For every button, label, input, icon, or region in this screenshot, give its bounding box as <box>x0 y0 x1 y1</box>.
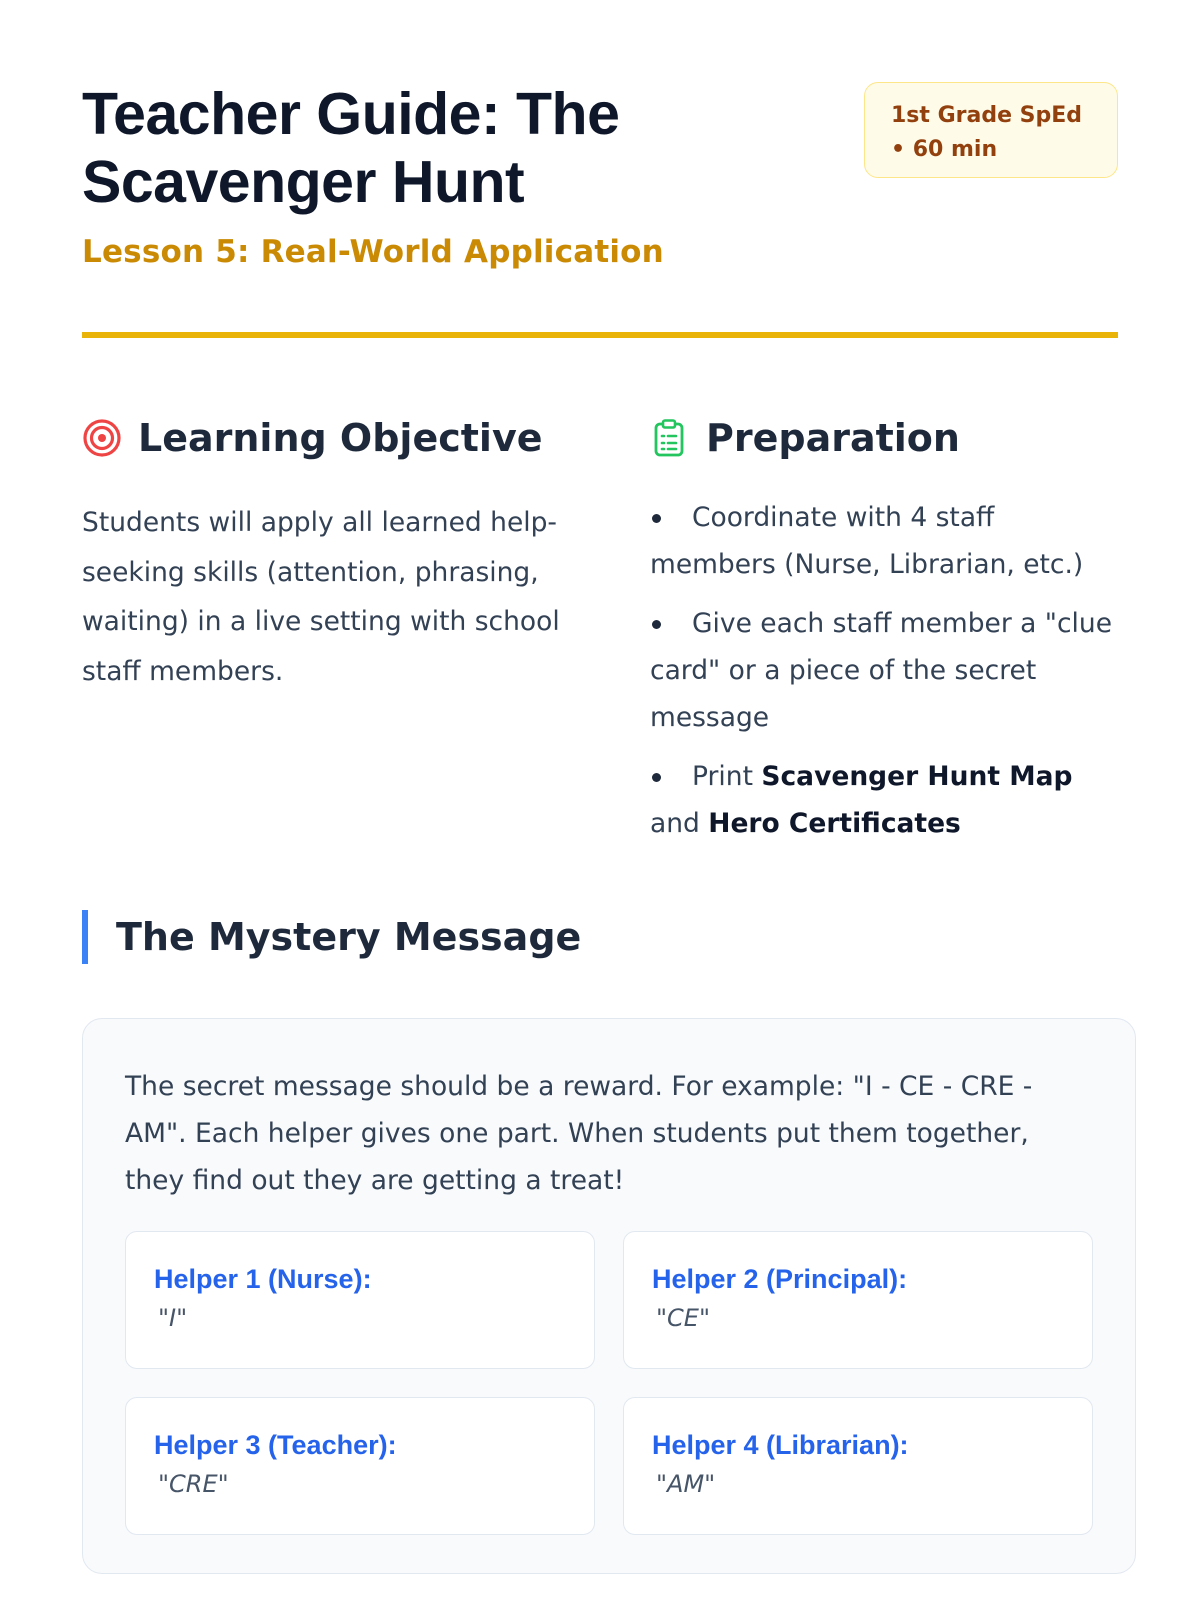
preparation-item-text: Give each staff member a "clue card" or a piece of the secret message <box>650 608 1113 733</box>
mystery-message-heading-row <box>82 910 581 964</box>
mystery-message-box <box>82 1018 1136 1574</box>
helper-message-part: "AM" <box>656 1470 716 1498</box>
scavenger-map-label: Scavenger Hunt Map <box>761 761 1073 792</box>
grade-duration-badge: 1st Grade SpEd • 60 min <box>864 82 1118 178</box>
preparation-item-middle: and <box>650 808 709 839</box>
target-icon <box>82 418 122 458</box>
helper-name: Helper 1 (Nurse): <box>154 1264 372 1294</box>
helper-name: Helper 2 (Principal): <box>652 1264 908 1294</box>
mystery-message-heading: The Mystery Message <box>116 915 582 959</box>
helper-name: Helper 4 (Librarian): <box>652 1430 909 1460</box>
helper-message-part: "CE" <box>656 1304 710 1332</box>
list-item <box>650 600 1126 741</box>
helper-message-part: "CRE" <box>158 1470 229 1498</box>
lesson-subtitle: Lesson 5: Real-World Application <box>82 234 664 270</box>
helper-name: Helper 3 (Teacher): <box>154 1430 397 1460</box>
list-item <box>650 753 1126 847</box>
helper-card <box>623 1231 1093 1369</box>
helper-card <box>623 1397 1093 1535</box>
hero-certificates-label: Hero Certificates <box>708 808 961 839</box>
page-title: Teacher Guide: The Scavenger Hunt <box>82 81 620 215</box>
learning-objective-text: Students will apply all learned help-seeking skills (attention, phrasing, waiting) in a live setting with school staff members. <box>82 507 560 687</box>
helper-message-part: "I" <box>158 1304 188 1332</box>
learning-objective-heading-row <box>82 415 543 461</box>
list-item <box>650 494 1126 588</box>
preparation-heading: Preparation <box>706 416 960 460</box>
preparation-list <box>650 494 1126 859</box>
helper-card <box>125 1231 595 1369</box>
page-header <box>82 0 1118 270</box>
learning-objective-heading: Learning Objective <box>138 416 543 460</box>
helper-cards-grid <box>125 1231 1093 1535</box>
clipboard-icon <box>650 418 690 458</box>
mystery-message-text: The secret message should be a reward. For example: "I - CE - CRE - AM". Each helper gives one part. When students put them together, they find out they are getting a treat! <box>125 1071 1033 1196</box>
preparation-item-prefix: Print <box>692 761 762 792</box>
overview-columns <box>82 338 1118 886</box>
helper-card <box>125 1397 595 1535</box>
preparation-heading-row <box>650 415 960 461</box>
preparation-item-text: Coordinate with 4 staff members (Nurse, Librarian, etc.) <box>650 502 1084 580</box>
